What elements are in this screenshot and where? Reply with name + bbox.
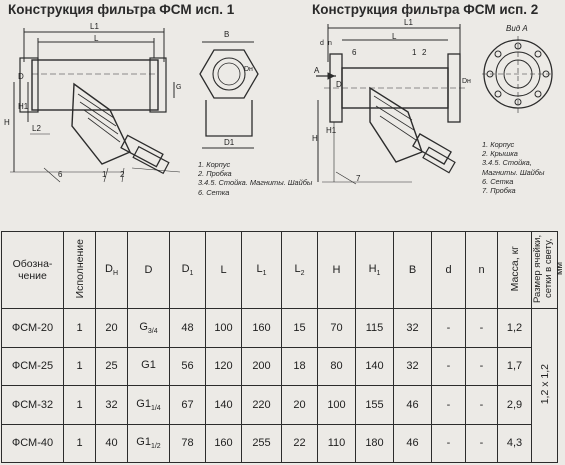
dim-B: B bbox=[224, 30, 230, 39]
header-Dn: $D_Н$ bbox=[96, 232, 128, 309]
legend-isp2-item: 7. Пробка bbox=[482, 186, 516, 196]
cell-n: - bbox=[466, 347, 498, 386]
legend-isp1-item: 1. Корпус bbox=[198, 160, 231, 169]
cell-version: 1 bbox=[64, 386, 96, 425]
cell-L: 120 bbox=[206, 347, 242, 386]
drawing-isp1-end bbox=[192, 30, 266, 156]
dim-L1: L1 bbox=[90, 22, 99, 31]
callout-1-isp2: 1 bbox=[412, 48, 417, 57]
cell-L1: 200 bbox=[242, 347, 282, 386]
cell-H1: 140 bbox=[356, 347, 394, 386]
dim-D: D bbox=[18, 72, 24, 81]
arrow-A-label: A bbox=[314, 66, 320, 75]
cell-n: - bbox=[466, 424, 498, 463]
cell-L1: 255 bbox=[242, 424, 282, 463]
callout-2: 2 bbox=[120, 170, 125, 179]
cell-D: G1 bbox=[128, 347, 170, 386]
dim-L1-isp2: L1 bbox=[404, 18, 413, 27]
dim-Dn: Dн bbox=[244, 66, 253, 73]
table-row bbox=[2, 386, 558, 425]
cell-D: $G1_{1/4}$ bbox=[128, 386, 170, 425]
cell-Dn: 40 bbox=[96, 424, 128, 463]
callout-2-isp2: 2 bbox=[422, 48, 427, 57]
table-header-row bbox=[2, 232, 558, 309]
legend-isp2 bbox=[482, 140, 545, 195]
dim-H-isp2: H bbox=[312, 134, 318, 143]
cell-d: - bbox=[432, 386, 466, 425]
cell-D: $G1_{1/2}$ bbox=[128, 424, 170, 463]
dim-L-isp2: L bbox=[392, 32, 397, 41]
callout-7-isp2: 7 bbox=[356, 174, 361, 183]
drawing-isp1-side bbox=[4, 22, 184, 190]
header-L1: $L_1$ bbox=[242, 232, 282, 309]
dim-L2: L2 bbox=[32, 124, 41, 133]
dim-L: L bbox=[94, 34, 99, 43]
cell-L1: 220 bbox=[242, 386, 282, 425]
header-mass: Масса, кг bbox=[498, 232, 532, 309]
cell-B: 32 bbox=[394, 309, 432, 348]
cell-mass: 4,3 bbox=[498, 424, 532, 463]
drawing-isp2-view-a bbox=[478, 26, 556, 130]
header-D1: $D_1$ bbox=[170, 232, 206, 309]
cell-mass: 1,7 bbox=[498, 347, 532, 386]
spec-table bbox=[1, 231, 565, 463]
cell-d: - bbox=[432, 347, 466, 386]
table-row bbox=[2, 347, 558, 386]
cell-L2: 22 bbox=[282, 424, 318, 463]
header-L2: $L_2$ bbox=[282, 232, 318, 309]
dim-H1: H1 bbox=[18, 102, 29, 111]
cell-H: 100 bbox=[318, 386, 356, 425]
cell-version: 1 bbox=[64, 309, 96, 348]
dim-G: G bbox=[176, 84, 182, 91]
table-row bbox=[2, 424, 558, 463]
cell-L2: 20 bbox=[282, 386, 318, 425]
header-D: D bbox=[128, 232, 170, 309]
cell-n: - bbox=[466, 309, 498, 348]
view-a-label: Вид А bbox=[506, 24, 528, 33]
cell-version: 1 bbox=[64, 424, 96, 463]
cell-d: - bbox=[432, 309, 466, 348]
cell-B: 46 bbox=[394, 424, 432, 463]
cell-H1: 115 bbox=[356, 309, 394, 348]
cell-L2: 15 bbox=[282, 309, 318, 348]
cell-L1: 160 bbox=[242, 309, 282, 348]
table-row bbox=[2, 309, 558, 348]
cell-H: 110 bbox=[318, 424, 356, 463]
cell-Dn: 32 bbox=[96, 386, 128, 425]
header-mesh: Размер ячейки, сетки в свету, мм bbox=[532, 232, 558, 309]
dim-H1-isp2: H1 bbox=[326, 126, 337, 135]
legend-isp2-item: Магниты. Шайбы bbox=[482, 167, 545, 177]
cell-H: 80 bbox=[318, 347, 356, 386]
cell-d: - bbox=[432, 424, 466, 463]
header-designation: Обозна- чение bbox=[2, 232, 64, 309]
cell-mesh: 1,2 x 1,2 bbox=[532, 309, 558, 463]
cell-B: 32 bbox=[394, 347, 432, 386]
cell-name: ФСМ-40 bbox=[2, 424, 64, 463]
cell-mass: 2,9 bbox=[498, 386, 532, 425]
legend-isp1-item: 6. Сетка bbox=[198, 187, 230, 197]
cell-Dn: 25 bbox=[96, 347, 128, 386]
cell-D1: 67 bbox=[170, 386, 206, 425]
cell-D1: 56 bbox=[170, 347, 206, 386]
header-L: L bbox=[206, 232, 242, 309]
cell-L: 140 bbox=[206, 386, 242, 425]
title-isp1: Конструкция фильтра ФСМ исп. 1 bbox=[8, 2, 235, 17]
header-version: Исполнение bbox=[64, 232, 96, 309]
title-isp2: Конструкция фильтра ФСМ исп. 2 bbox=[312, 2, 539, 17]
header-d: d bbox=[432, 232, 466, 309]
cell-mass: 1,2 bbox=[498, 309, 532, 348]
cell-L2: 18 bbox=[282, 347, 318, 386]
cell-L: 100 bbox=[206, 309, 242, 348]
cell-version: 1 bbox=[64, 347, 96, 386]
legend-isp2-item: 1. Корпус bbox=[482, 140, 515, 149]
cell-H1: 155 bbox=[356, 386, 394, 425]
legend-isp2-item: 3.4.5. Стойка, bbox=[482, 158, 532, 168]
dim-H: H bbox=[4, 118, 10, 127]
legend-isp1 bbox=[198, 160, 312, 197]
dim-d-isp2: d bbox=[320, 40, 324, 47]
cell-H: 70 bbox=[318, 309, 356, 348]
cell-D: $G_{3/4}$ bbox=[128, 309, 170, 348]
cell-name: ФСМ-20 bbox=[2, 309, 64, 348]
dim-D-isp2: D bbox=[336, 80, 342, 89]
cell-D1: 78 bbox=[170, 424, 206, 463]
cell-B: 46 bbox=[394, 386, 432, 425]
legend-isp2-item: 6. Сетка bbox=[482, 176, 514, 186]
legend-isp2-item: 2. Крышка bbox=[482, 149, 518, 159]
drawing-isp2-side bbox=[312, 18, 472, 202]
legend-isp1-item: 2. Пробка bbox=[198, 169, 232, 179]
cell-L: 160 bbox=[206, 424, 242, 463]
dim-Dn-isp2: Dн bbox=[462, 78, 471, 85]
callout-1: 1 bbox=[102, 170, 107, 179]
header-B: B bbox=[394, 232, 432, 309]
callout-6: 6 bbox=[58, 170, 63, 179]
dim-n-isp2: n bbox=[328, 40, 332, 47]
cell-n: - bbox=[466, 386, 498, 425]
cell-D1: 48 bbox=[170, 309, 206, 348]
cell-name: ФСМ-25 bbox=[2, 347, 64, 386]
callout-6-isp2: 6 bbox=[352, 48, 357, 57]
legend-isp1-item: 3.4.5. Стойка. Магниты. Шайбы bbox=[198, 178, 313, 188]
header-H1: $H_1$ bbox=[356, 232, 394, 309]
header-H: H bbox=[318, 232, 356, 309]
cell-Dn: 20 bbox=[96, 309, 128, 348]
cell-name: ФСМ-32 bbox=[2, 386, 64, 425]
dim-D1: D1 bbox=[224, 138, 235, 147]
header-n: n bbox=[466, 232, 498, 309]
cell-H1: 180 bbox=[356, 424, 394, 463]
